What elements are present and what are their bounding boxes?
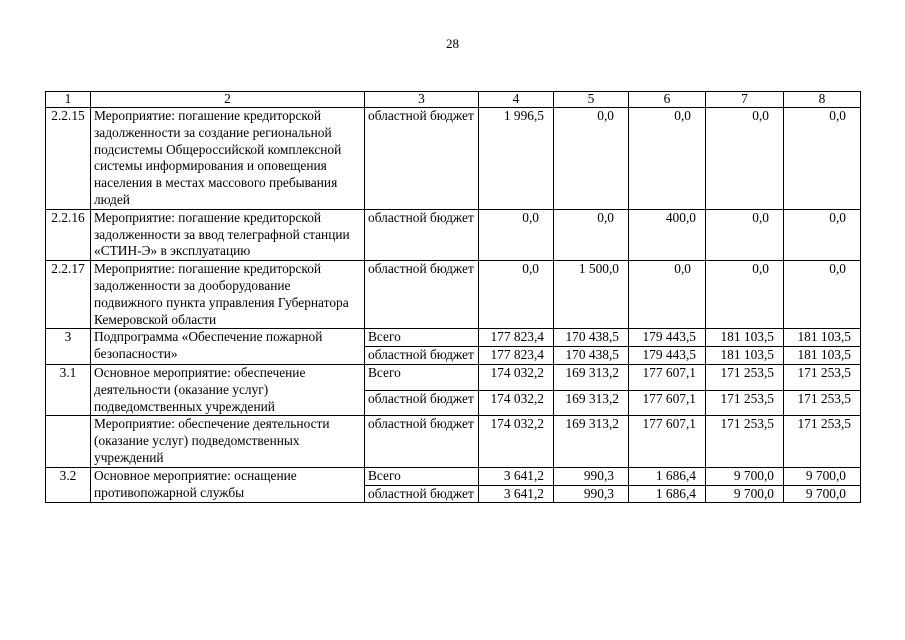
value-col6: 177 607,1 <box>629 364 706 390</box>
row-number: 3 <box>46 329 91 365</box>
funding-source: областной бюджет <box>365 485 479 503</box>
value-col7: 0,0 <box>706 108 784 210</box>
row-name: Мероприятие: погашение кредиторской задолженности за создание региональной подсистемы Общероссийской комплексной системы информирования и оповещения населения в местах массового пребывания людей <box>91 108 365 210</box>
value-col5: 169 313,2 <box>554 390 629 416</box>
value-col4: 177 823,4 <box>479 347 554 365</box>
column-header: 2 <box>91 92 365 108</box>
value-col4: 0,0 <box>479 209 554 260</box>
value-col7: 9 700,0 <box>706 467 784 485</box>
column-header: 4 <box>479 92 554 108</box>
value-col5: 169 313,2 <box>554 416 629 467</box>
value-col6: 177 607,1 <box>629 390 706 416</box>
table-row <box>46 209 861 260</box>
funding-source: областной бюджет <box>365 209 479 260</box>
column-header: 8 <box>784 92 861 108</box>
value-col7: 181 103,5 <box>706 347 784 365</box>
funding-source: областной бюджет <box>365 416 479 467</box>
table-row <box>46 416 861 467</box>
value-col5: 990,3 <box>554 467 629 485</box>
funding-source: областной бюджет <box>365 261 479 329</box>
row-name: Основное мероприятие: обеспечение деятельности (оказание услуг) подведомственных учреждений <box>91 364 365 415</box>
row-number: 2.2.17 <box>46 261 91 329</box>
budget-table <box>45 91 861 503</box>
row-name: Мероприятие: погашение кредиторской задолженности за ввод телеграфной станции «СТИН-Э» в эксплуатацию <box>91 209 365 260</box>
value-col5: 169 313,2 <box>554 364 629 390</box>
value-col5: 170 438,5 <box>554 347 629 365</box>
value-col4: 0,0 <box>479 261 554 329</box>
value-col6: 0,0 <box>629 108 706 210</box>
funding-source: Всего <box>365 329 479 347</box>
row-number: 3.1 <box>46 364 91 415</box>
row-number: 2.2.15 <box>46 108 91 210</box>
column-header: 1 <box>46 92 91 108</box>
funding-source: областной бюджет <box>365 390 479 416</box>
value-col6: 179 443,5 <box>629 347 706 365</box>
value-col5: 0,0 <box>554 108 629 210</box>
value-col8: 181 103,5 <box>784 329 861 347</box>
row-name: Основное мероприятие: оснащение противопожарной службы <box>91 467 365 503</box>
column-header: 3 <box>365 92 479 108</box>
row-name: Подпрограмма «Обеспечение пожарной безопасности» <box>91 329 365 365</box>
value-col7: 181 103,5 <box>706 329 784 347</box>
value-col6: 177 607,1 <box>629 416 706 467</box>
value-col8: 0,0 <box>784 209 861 260</box>
funding-source: Всего <box>365 467 479 485</box>
value-col7: 171 253,5 <box>706 416 784 467</box>
value-col4: 174 032,2 <box>479 390 554 416</box>
value-col8: 0,0 <box>784 108 861 210</box>
value-col5: 170 438,5 <box>554 329 629 347</box>
value-col8: 171 253,5 <box>784 390 861 416</box>
column-header: 6 <box>629 92 706 108</box>
value-col8: 171 253,5 <box>784 364 861 390</box>
funding-source: областной бюджет <box>365 108 479 210</box>
value-col7: 0,0 <box>706 261 784 329</box>
value-col7: 171 253,5 <box>706 390 784 416</box>
funding-source: Всего <box>365 364 479 390</box>
row-number: 2.2.16 <box>46 209 91 260</box>
value-col8: 9 700,0 <box>784 467 861 485</box>
table-row <box>46 108 861 210</box>
value-col6: 400,0 <box>629 209 706 260</box>
value-col5: 990,3 <box>554 485 629 503</box>
value-col6: 1 686,4 <box>629 467 706 485</box>
value-col4: 174 032,2 <box>479 364 554 390</box>
row-name: Мероприятие: погашение кредиторской задолженности за дооборудование подвижного пункта управления Губернатора Кемеровской области <box>91 261 365 329</box>
value-col8: 0,0 <box>784 261 861 329</box>
row-name: Мероприятие: обеспечение деятельности (оказание услуг) подведомственных учреждений <box>91 416 365 467</box>
value-col5: 1 500,0 <box>554 261 629 329</box>
page-number: 28 <box>446 36 459 51</box>
value-col4: 177 823,4 <box>479 329 554 347</box>
value-col8: 181 103,5 <box>784 347 861 365</box>
column-header: 7 <box>706 92 784 108</box>
value-col8: 171 253,5 <box>784 416 861 467</box>
value-col6: 0,0 <box>629 261 706 329</box>
value-col4: 1 996,5 <box>479 108 554 210</box>
value-col7: 171 253,5 <box>706 364 784 390</box>
table-row <box>46 364 861 390</box>
value-col6: 179 443,5 <box>629 329 706 347</box>
value-col7: 9 700,0 <box>706 485 784 503</box>
value-col7: 0,0 <box>706 209 784 260</box>
value-col4: 174 032,2 <box>479 416 554 467</box>
value-col8: 9 700,0 <box>784 485 861 503</box>
column-number-row <box>46 92 861 108</box>
value-col6: 1 686,4 <box>629 485 706 503</box>
value-col5: 0,0 <box>554 209 629 260</box>
funding-source: областной бюджет <box>365 347 479 365</box>
column-header: 5 <box>554 92 629 108</box>
table-row <box>46 329 861 347</box>
table-row <box>46 261 861 329</box>
value-col4: 3 641,2 <box>479 467 554 485</box>
value-col4: 3 641,2 <box>479 485 554 503</box>
row-number <box>46 416 91 467</box>
row-number: 3.2 <box>46 467 91 503</box>
table-row <box>46 467 861 485</box>
